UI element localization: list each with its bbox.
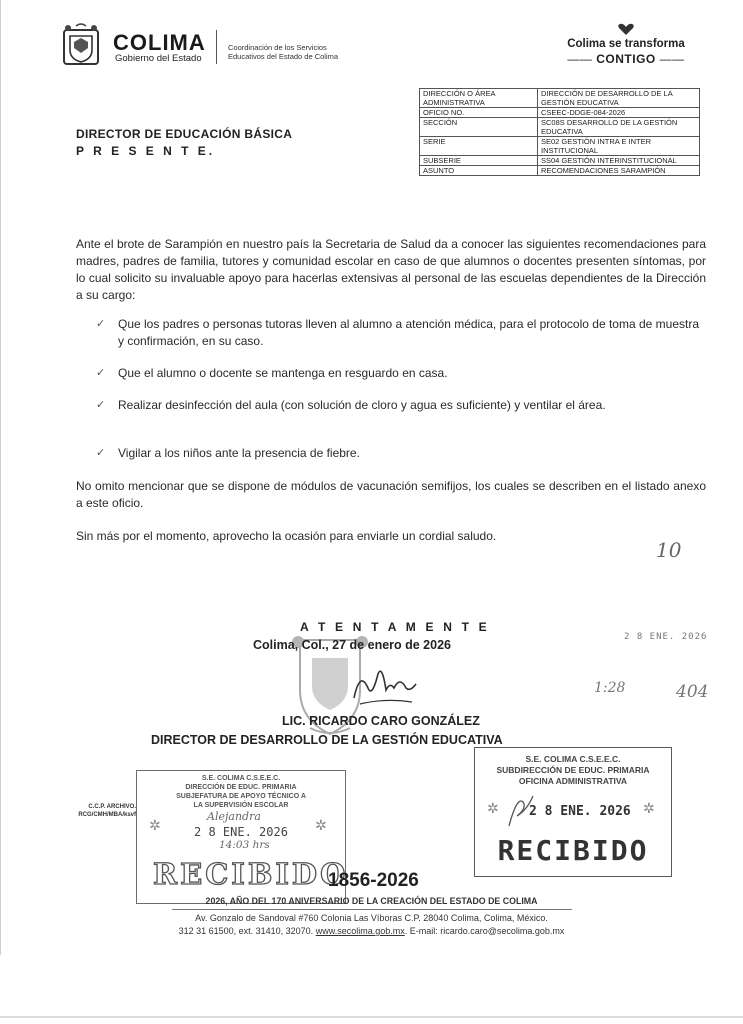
bullet-text: Que los padres o personas tutoras lleven al alumno a atención médica, para el protocolo de toma de muestra y confirmación, en su caso. bbox=[118, 317, 700, 348]
brand-subtitle: Gobierno del Estado bbox=[115, 53, 202, 64]
handwritten-initials: 404 bbox=[676, 682, 709, 702]
stamp-handwritten-time: 14:03 hrs bbox=[219, 839, 270, 851]
info-table-key: OFICIO NO. bbox=[420, 108, 538, 118]
flower-icon: ✲ bbox=[643, 800, 655, 816]
intro-paragraph: Ante el brote de Sarampión en nuestro país la Secretaria de Salud da a conocer las siguientes recomendaciones para madres, padres de familia, tutores y comunidad escolar en caso de que alumnos o docentes presenten síntomas, por lo cual solicito su invaluable apoyo para hacerlas extensivas al personal de las escuelas dependientes de la Dirección a su cargo: bbox=[76, 237, 706, 302]
received-stamp-right bbox=[474, 747, 672, 877]
info-table-key: SERIE bbox=[420, 137, 538, 156]
bullet-item bbox=[96, 316, 706, 350]
heart-flower-icon bbox=[616, 22, 636, 36]
bullet-item bbox=[96, 365, 706, 382]
addressee-present: P R E S E N T E. bbox=[76, 144, 216, 158]
farewell-paragraph: Sin más por el momento, aprovecho la ocasión para enviarle un cordial saludo. bbox=[76, 529, 497, 543]
stamp-line: SUBDIRECCIÓN DE EDUC. PRIMARIA bbox=[496, 765, 650, 775]
scan-bottom-edge bbox=[0, 1016, 743, 1018]
handwritten-number: 10 bbox=[656, 538, 682, 562]
info-table-key: SUBSERIE bbox=[420, 156, 538, 166]
footer-address: Av. Gonzalo de Sandoval #760 Colonia Las Víboras C.P. 28040 Colima, Colima, México. bbox=[195, 913, 548, 923]
slogan-line-1: Colima se transforma bbox=[567, 38, 685, 50]
checkmark-icon: ✓ bbox=[96, 367, 106, 379]
signer-title: DIRECTOR DE DESARROLLO DE LA GESTIÓN EDUCATIVA bbox=[151, 733, 503, 747]
info-table-key: SECCIÓN bbox=[420, 118, 538, 137]
received-stamp-left bbox=[136, 770, 349, 904]
info-table-key: DIRECCIÓN O ÁREA ADMINISTRATIVA bbox=[420, 89, 538, 108]
slogan-line-2: —— CONTIGO —— bbox=[567, 52, 685, 66]
checkmark-icon: ✓ bbox=[96, 399, 106, 411]
document-info-table bbox=[419, 88, 700, 176]
stamp-signature-icon bbox=[503, 786, 539, 832]
stamp-line: SUBJEFATURA DE APOYO TÉCNICO A bbox=[176, 793, 306, 800]
signer-name: LIC. RICARDO CARO GONZÁLEZ bbox=[282, 714, 480, 728]
stamp-received: RECIBIDO bbox=[497, 834, 649, 867]
stamp-line: S.E. COLIMA C.S.E.E.C. bbox=[201, 775, 281, 782]
ccp-text: C.C.P. ARCHIVO. RCG/CMH/MBA/ksvf bbox=[78, 804, 136, 818]
scan-bottom-area bbox=[0, 955, 743, 1024]
info-table-value: DIRECCIÓN DE DESARROLLO DE LA GESTIÓN EDUCATIVA bbox=[538, 89, 700, 108]
checkmark-icon: ✓ bbox=[96, 318, 106, 330]
flower-icon: ✲ bbox=[149, 817, 161, 833]
footer-email: . E-mail: ricardo.caro@secolima.gob.mx bbox=[404, 926, 565, 936]
closing-attentively: A T E N T A M E N T E bbox=[300, 620, 490, 634]
info-table-row bbox=[420, 166, 700, 176]
stamp-date: 2 8 ENE. 2026 bbox=[194, 825, 288, 839]
info-table-key: ASUNTO bbox=[420, 166, 538, 176]
stamp-received: RECIBIDO bbox=[153, 857, 349, 891]
stamp-line: S.E. COLIMA C.S.E.E.C. bbox=[525, 754, 621, 764]
footer-anniversary: 2026, AÑO DEL 170 ANIVERSARIO DE LA CREACIÓN DEL ESTADO DE COLIMA bbox=[205, 896, 538, 906]
info-table-value: CSEEC-DDGE-084-2026 bbox=[538, 108, 700, 118]
footer-divider bbox=[172, 909, 572, 910]
checkmark-icon: ✓ bbox=[96, 447, 106, 459]
brand-name: COLIMA bbox=[113, 30, 206, 55]
vaccination-paragraph: No omito mencionar que se dispone de módulos de vacunación semifijos, los cuales se describen en el listado anexo a este oficio. bbox=[76, 479, 706, 510]
info-table-value: SC08S DESARROLLO DE LA GESTIÓN EDUCATIVA bbox=[538, 118, 700, 137]
flower-icon: ✲ bbox=[487, 800, 499, 816]
info-table-value: RECOMENDACIONES SARAMPIÓN bbox=[538, 166, 700, 176]
colima-coat-of-arms-icon bbox=[58, 22, 104, 68]
stamp-date: 2 8 ENE. 2026 bbox=[529, 804, 631, 819]
footer-website-link[interactable]: www.secolima.gob.mx bbox=[315, 926, 405, 936]
header-divider bbox=[216, 30, 217, 64]
closing-place-date: Colima, Col., 27 de enero de 2026 bbox=[253, 638, 451, 652]
info-table-row bbox=[420, 118, 700, 137]
slogan-block bbox=[552, 22, 700, 66]
info-table-row bbox=[420, 108, 700, 118]
page-edge bbox=[0, 0, 1, 1024]
info-table-row bbox=[420, 89, 700, 108]
info-table-row bbox=[420, 156, 700, 166]
handwritten-time: 1:28 bbox=[594, 680, 626, 696]
bullet-text: Vigilar a los niños ante la presencia de fiebre. bbox=[118, 446, 360, 460]
addressee-title: DIRECTOR DE EDUCACIÓN BÁSICA bbox=[76, 127, 293, 141]
bullet-text: Que el alumno o docente se mantenga en resguardo en casa. bbox=[118, 366, 448, 380]
footer-phone: 312 31 61500, ext. 31410, 32070. bbox=[178, 926, 314, 936]
slogan-contigo: CONTIGO bbox=[596, 52, 656, 66]
stamp-line: OFICINA ADMINISTRATIVA bbox=[518, 776, 628, 786]
stamp-line: DIRECCIÓN DE EDUC. PRIMARIA bbox=[185, 784, 297, 791]
anniversary-years: 1856-2026 bbox=[328, 870, 419, 891]
bullet-item bbox=[96, 445, 706, 462]
ccp-note bbox=[56, 803, 136, 819]
stamp-line: LA SUPERVISIÓN ESCOLAR bbox=[193, 802, 289, 809]
date-stamp-top-right: 2 8 ENE. 2026 bbox=[624, 632, 708, 642]
info-table-value: SS04 GESTIÓN INTERINSTITUCIONAL bbox=[538, 156, 700, 166]
bullet-text: Realizar desinfección del aula (con solución de cloro y agua es suficiente) y ventilar el área. bbox=[118, 398, 606, 412]
info-table-value: SE02 GESTIÓN INTRA E INTER INSTITUCIONAL bbox=[538, 137, 700, 156]
flower-icon: ✲ bbox=[315, 817, 327, 833]
signature-icon bbox=[350, 668, 420, 712]
stamp-handwritten-name: Alejandra bbox=[207, 810, 261, 823]
coordination-name: Coordinación de los Servicios Educativos del Estado de Colima bbox=[228, 43, 339, 61]
footer-contact bbox=[0, 926, 743, 936]
bullet-item bbox=[96, 397, 706, 414]
info-table-row bbox=[420, 137, 700, 156]
